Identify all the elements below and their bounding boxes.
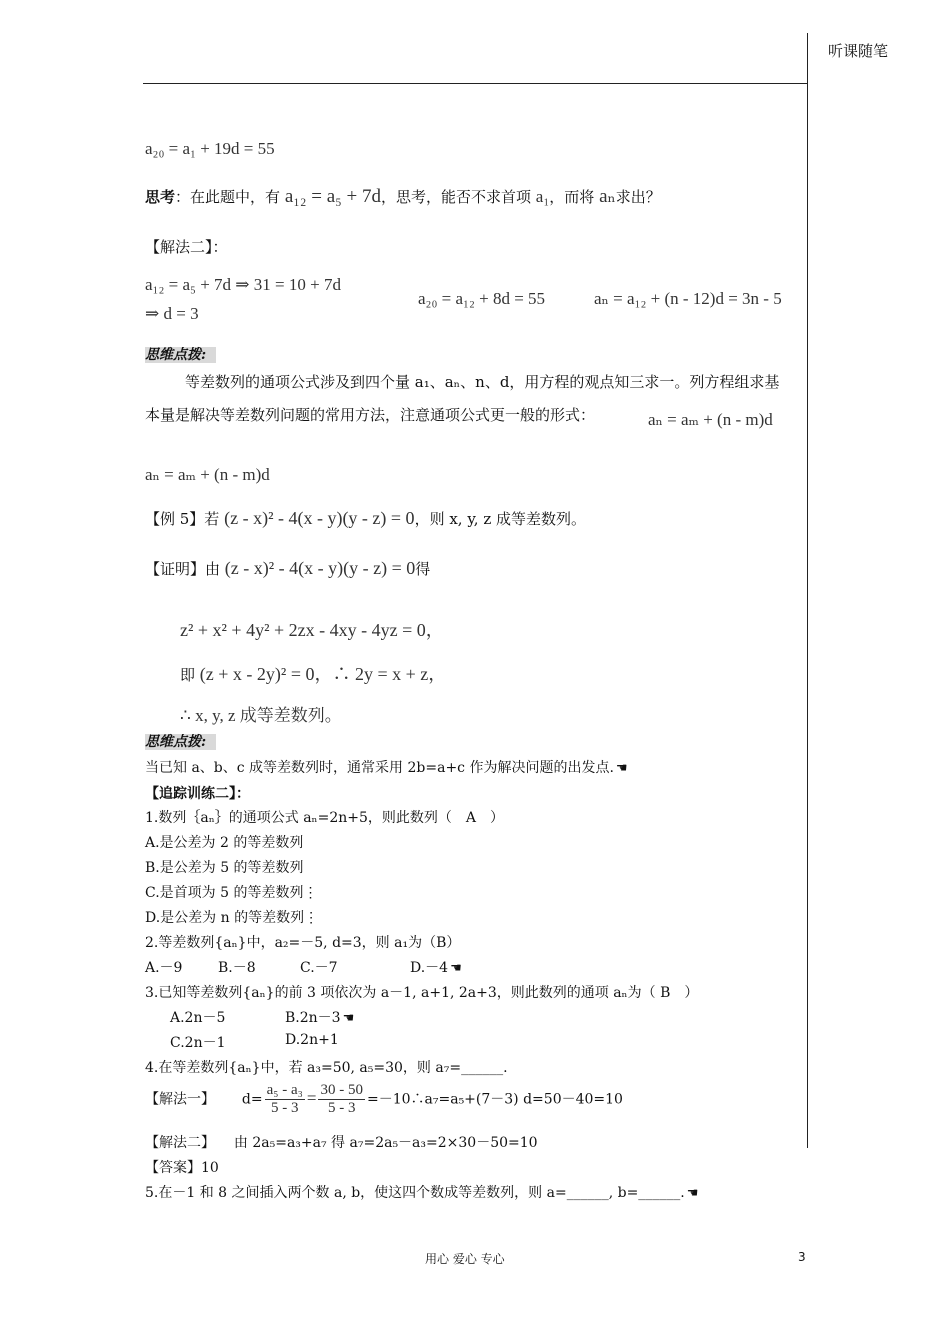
proof-line2-wrap	[180, 660, 446, 686]
think-formula: a₁₂ = a₅ + 7d	[284, 186, 381, 207]
proof-head	[145, 558, 430, 579]
q1-option-c: C.是首项为 5 的等差数列⋮	[145, 885, 318, 901]
q4-m2-text: 由 2a₅=a₃+a₇ 得 a₇=2a₅－a₃=2×30－50=10	[233, 1135, 538, 1151]
q1-option-b: B.是公差为 5 的等差数列	[145, 860, 304, 876]
margin-rule	[807, 33, 808, 1148]
think-an: aₙ	[599, 186, 616, 207]
q2-option-d-wrap	[410, 957, 462, 977]
q3-stem: 3.已知等差数列{aₙ}的前 3 项依次为 a－1, a+1, 2a+3，则此数列的通项 aₙ为（ B ）	[145, 985, 699, 1001]
q5-stem: 5.在－1 和 8 之间插入两个数 a, b，使这四个数成等差数列，则 a=______, b=______.	[145, 1185, 685, 1201]
q4-method2	[145, 1132, 538, 1152]
page-footer: 用心 爱心 专心	[425, 1252, 505, 1266]
q4-fraction-2	[318, 1082, 365, 1117]
proof-line3: ∴ x, y, z 成等差数列。	[180, 706, 342, 725]
q4-frac2-den: 5 - 3	[327, 1100, 356, 1116]
pointing-hand-icon: ☚	[342, 1011, 355, 1026]
q4-m1-rest: =－10∴a₇=a₅+(7－3) d=50－40=10	[366, 1091, 623, 1108]
q2-option-c: C.－7	[300, 960, 338, 976]
q3-option-b-wrap	[285, 1007, 354, 1027]
tip2-label: 思维点拨:	[145, 734, 216, 750]
tip1-para2: 本量是解决等差数列问题的常用方法，注意通项公式更一般的形式：	[145, 406, 596, 424]
q5-wrap	[145, 1182, 698, 1202]
pointing-hand-icon: ☚	[450, 961, 462, 976]
q3-option-c: C.2n－1	[170, 1035, 226, 1051]
method2-right: aₙ = a₁₂ + (n - 12)d = 3n - 5	[594, 289, 782, 308]
q4-frac1-den: 5 - 3	[271, 1100, 299, 1116]
header-rule	[143, 83, 807, 84]
q4-m1-d: d=	[241, 1091, 263, 1108]
q4-frac1-num: a₅ - a₃	[266, 1082, 303, 1098]
q4-m1-label: 【解法一】	[145, 1091, 215, 1108]
tip1-para1: 等差数列的通项公式涉及到四个量 a₁、aₙ、n、d，用方程的观点知三求一。列方程组求基	[185, 373, 780, 391]
think-a1: a₁	[535, 187, 550, 206]
tip1-formula: aₙ = aₘ + (n - m)d	[648, 410, 773, 429]
pointing-hand-icon: ☚	[615, 761, 628, 776]
q4-answer: 【答案】10	[145, 1160, 219, 1176]
method2-line2: ⇒ d = 3	[145, 304, 199, 323]
q3-option-b: B.2n－3	[285, 1010, 341, 1026]
q4-stem: 4.在等差数列{aₙ}中，若 a₃=50, a₅=30，则 a₇=______.	[145, 1060, 508, 1076]
example5-formula: (z - x)² - 4(x - y)(y - z) = 0	[224, 508, 415, 528]
q1-option-d: D.是公差为 n 的等差数列⋮	[145, 910, 319, 926]
tip2-label-wrap	[145, 731, 216, 751]
equation-a20: a₂₀ = a₁ + 19d = 55	[145, 139, 275, 158]
think-label: 思考	[145, 188, 176, 206]
page-number: 3	[798, 1250, 806, 1264]
q2-option-a: A.－9	[145, 960, 183, 976]
q4-m1-eq: =	[306, 1088, 317, 1108]
think-paragraph	[145, 185, 661, 208]
q4-frac2-num: 30 - 50	[320, 1082, 363, 1098]
think-text-1: ：在此题中，有	[175, 188, 281, 206]
method2-mid: a₂₀ = a₁₂ + 8d = 55	[418, 289, 546, 308]
pointing-hand-icon: ☚	[686, 1186, 699, 1201]
tip1-label: 思维点拨:	[145, 347, 216, 363]
q2-option-d: D.－4	[410, 960, 449, 976]
q4-fraction-1	[265, 1082, 305, 1117]
proof-formula: (z - x)² - 4(x - y)(y - z) = 0	[224, 558, 416, 578]
think-text-3: ，而将	[549, 188, 595, 206]
proof-line2: (z + x - 2y)² = 0，∴ 2y = x + z，	[199, 664, 447, 684]
training-label: 【追踪训练二】：	[145, 786, 250, 802]
q3-option-d: D.2n+1	[285, 1032, 339, 1048]
example5-text: ，则 x, y, z 成等差数列。	[414, 510, 587, 528]
proof-line1: z² + x² + 4y² + 2zx - 4xy - 4yz = 0，	[180, 620, 444, 640]
proof-label: 【证明】由	[145, 560, 221, 578]
q2-stem: 2.等差数列{aₙ}中，a₂=－5, d=3，则 a₁为（B）	[145, 935, 461, 951]
think-text-2: ，思考，能否不求首项	[380, 188, 531, 206]
example5	[145, 508, 586, 529]
q1-stem: 1.数列｛aₙ｝的通项公式 aₙ=2n+5，则此数列（ A ）	[145, 810, 505, 826]
example5-label: 【例 5】若	[145, 510, 220, 528]
tip2-text: 当已知 a、b、c 成等差数列时，通常采用 2b=a+c 作为解决问题的出发点.	[145, 760, 614, 776]
method2-line1: a₁₂ = a₅ + 7d ⇒ 31 = 10 + 7d	[145, 275, 341, 294]
q4-method1	[145, 1082, 623, 1117]
proof-line2-prefix: 即	[180, 666, 196, 684]
tip1-label-wrap	[145, 344, 216, 364]
q3-option-a: A.2n－5	[170, 1010, 226, 1026]
q4-m2-label: 【解法二】	[145, 1135, 215, 1151]
tip1-formula-repeat: aₙ = aₘ + (n - m)d	[145, 465, 270, 484]
think-text-4: 求出？	[615, 188, 661, 206]
q2-option-b: B.－8	[218, 960, 256, 976]
proof-de: 得	[415, 560, 431, 578]
side-note: 听课随笔	[828, 42, 889, 60]
tip2-text-wrap	[145, 757, 628, 777]
q1-option-a: A.是公差为 2 的等差数列	[145, 835, 304, 851]
method2-label: 【解法二】：	[145, 238, 228, 256]
